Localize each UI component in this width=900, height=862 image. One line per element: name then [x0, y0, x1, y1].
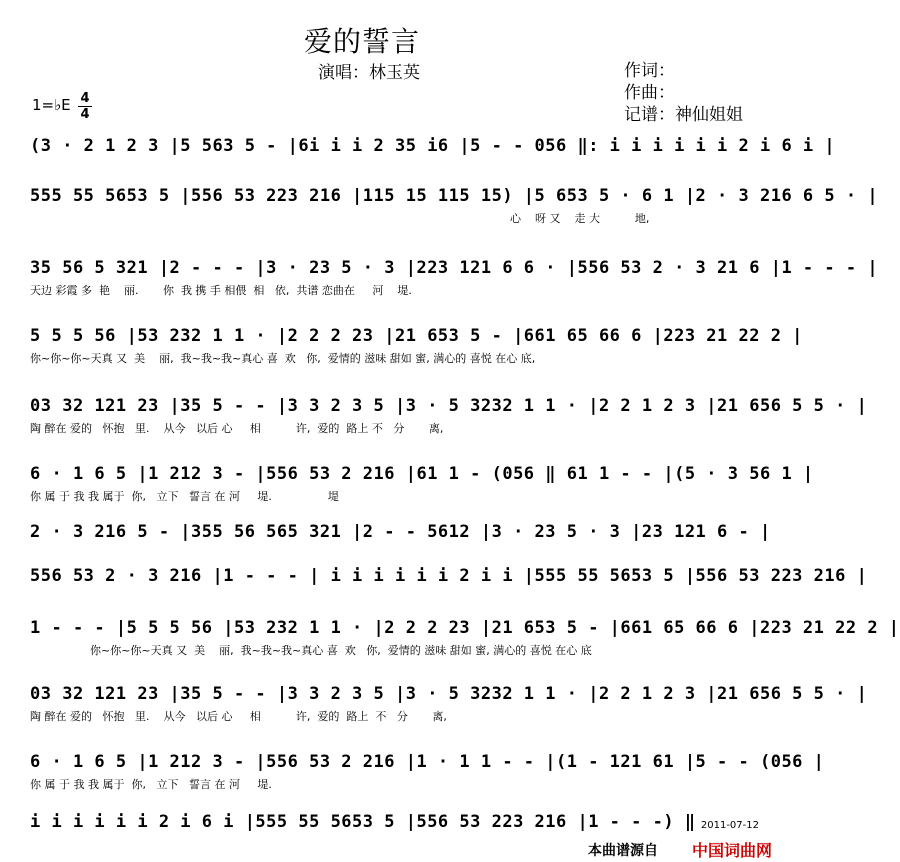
source-label: 本曲谱源自 [588, 843, 658, 859]
score-lyrics: 你~你~你~天真 又 美 丽, 我~我~我~真心 喜 欢 你, 爱情的 滋味 甜如 蜜, 满心的 喜悦 在心 底, [30, 352, 536, 365]
time-signature-bottom: 4 [80, 107, 90, 122]
time-signature [78, 92, 92, 121]
site-logo[interactable]: 中国词曲网 [692, 841, 773, 860]
score-notes: 556 53 2 · 3 216 |1 - - - | i i i i i i 2 i i |555 55 5653 5 |556 53 223 216 | [30, 566, 868, 586]
score-notes: (3 · 2 1 2 3 |5 563 5 - |6i i i 2 35 i6 |5 - - 056 ‖: i i i i i i 2 i 6 i | [30, 136, 836, 156]
score-lyrics: 心 呀 又 走 大 地, [510, 212, 650, 225]
score-notes: 1 - - - |5 5 5 56 |53 232 1 1 · |2 2 2 23 |21 653 5 - |661 65 66 6 |223 21 22 2 | [30, 618, 900, 638]
composer-credit: 作曲： [624, 83, 675, 103]
score-lyrics: 你 属 于 我 我 属于 你, 立下 誓言 在 河 堤. [30, 778, 272, 791]
time-signature-top: 4 [78, 92, 92, 107]
score-row-4 [30, 326, 803, 366]
transcription-date: 2011-07-12 [700, 820, 759, 831]
score-notes: 03 32 121 23 |35 5 - - |3 3 2 3 5 |3 · 5 3232 1 1 · |2 2 1 2 3 |21 656 5 5 · | [30, 684, 868, 704]
score-lyrics: 你~你~你~天真 又 美 丽, 我~我~我~真心 喜 欢 你, 爱情的 滋味 甜如 蜜, 满心的 喜悦 在心 底 [90, 644, 592, 657]
singer-credit: 演唱：林玉英 [318, 63, 420, 83]
footer [0, 800, 789, 862]
score-lyrics: 陶 醉在 爱的 怀抱 里. 从今 以后 心 相 许, 爱的 路上 不 分 离, [30, 710, 447, 723]
score-lyrics: 你 属 于 我 我 属于 你, 立下 誓言 在 河 堤. 堤 [30, 490, 339, 503]
score-lyrics: 陶 醉在 爱的 怀抱 里. 从今 以后 心 相 许, 爱的 路上 不 分 离, [30, 422, 444, 435]
score-row-5 [30, 396, 868, 436]
score-notes: 35 56 5 321 |2 - - - |3 · 23 5 · 3 |223 121 6 6 · |556 53 2 · 3 21 6 |1 - - - | [30, 258, 879, 278]
score-row-3 [30, 258, 879, 298]
score-row-9 [30, 618, 900, 658]
score-notes: 5 5 5 56 |53 232 1 1 · |2 2 2 23 |21 653 5 - |661 65 66 6 |223 21 22 2 | [30, 326, 803, 346]
score-notes: 03 32 121 23 |35 5 - - |3 3 2 3 5 |3 · 5 3232 1 1 · |2 2 1 2 3 |21 656 5 5 · | [30, 396, 868, 416]
score-notes: 555 55 5653 5 |556 53 223 216 |115 15 115 15) |5 653 5 · 6 1 |2 · 3 216 6 5 · | [30, 186, 879, 206]
score-notes: 6 · 1 6 5 |1 212 3 - |556 53 2 216 |1 · 1 1 - - |(1 - 121 61 |5 - - (056 | [30, 752, 825, 772]
score-row-2 [30, 186, 879, 226]
score-notes: 2 · 3 216 5 - |355 56 565 321 |2 - - 5612 |3 · 23 5 · 3 |23 121 6 - | [30, 522, 771, 542]
score-row-7 [30, 522, 770, 548]
key-signature: 1=♭E [32, 96, 71, 114]
score-notes: 6 · 1 6 5 |1 212 3 - |556 53 2 216 |61 1 - (056 ‖ 61 1 - - |(5 · 3 56 1 | [30, 464, 814, 484]
score-row-1 [30, 136, 836, 162]
page-title: 爱的誓言 [304, 25, 421, 58]
score-row-6 [30, 464, 814, 504]
score-row-8 [30, 566, 868, 592]
score-lyrics: 天边 彩霞 多 艳 丽. 你 我 携 手 相偎 相 依, 共谱 恋曲在 河 堤. [30, 284, 412, 297]
score-row-11 [30, 752, 825, 792]
lyricist-credit: 作词： [624, 61, 675, 81]
score-notes: i i i i i i 2 i 6 i |555 55 5653 5 |556 53 223 216 |1 - - -) ‖ [30, 812, 696, 832]
score-row-10 [30, 684, 868, 724]
arranger-credit: 记谱：神仙姐姐 [624, 105, 743, 125]
